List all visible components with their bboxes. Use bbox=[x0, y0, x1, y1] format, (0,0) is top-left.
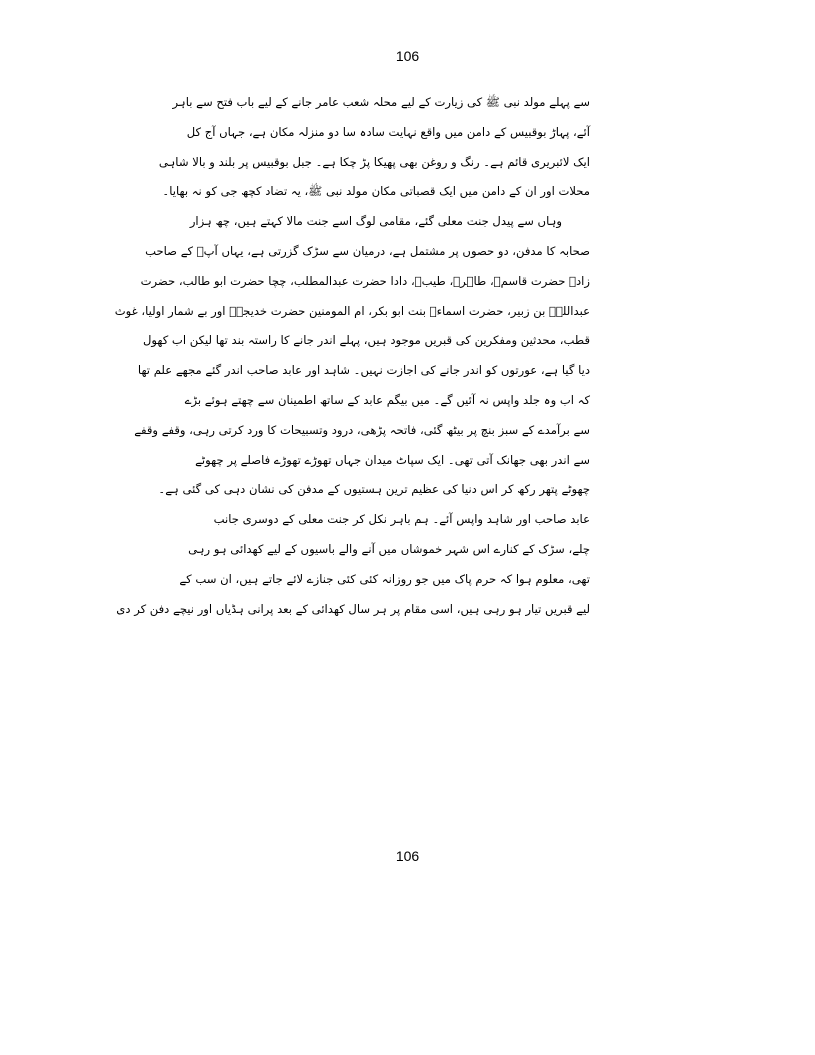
text-line: کہ اب وہ جلد واپس نہ آئیں گے۔ میں بیگم عابد کے ساتھ اطمینان سے چھتے ہوئے بڑے bbox=[184, 392, 590, 407]
text-line: لیے قبریں تیار ہو رہی ہیں، اسی مقام پر ہر سال کھدائی کے بعد پرانی ہڈیاں اور نیچے دفن کر دی bbox=[116, 601, 590, 616]
text-line: تھی، معلوم ہوا کہ حرم پاک میں جو روزانہ کئی کئی جنازے لائے جاتے ہیں، ان سب کے bbox=[179, 571, 590, 586]
body-text bbox=[114, 88, 590, 624]
text-line: سے اندر بھی جھانک آتی تھی۔ ایک سپاٹ میدان جہاں تھوڑے تھوڑے فاصلے پر چھوٹے bbox=[195, 452, 590, 467]
paragraph-3 bbox=[116, 505, 590, 624]
text-line: آئے، پہاڑ بوقبیس کے دامن میں واقع نہایت سادہ سا دو منزلہ مکان ہے، جہاں آج کل bbox=[186, 124, 590, 139]
paragraph-1 bbox=[158, 88, 590, 207]
text-line: سے برآمدے کے سبز بنچ پر بیٹھ گئی، فاتحہ پڑھی، درود وتسبیحات کا ورد کرتی رہی، وقفے وقفے bbox=[134, 422, 590, 437]
text-line: ایک لائبریری قائم ہے۔ رنگ و روغن بھی پھیکا پڑ چکا ہے۔ جبل بوقبیس پر بلند و بالا شاہی bbox=[158, 154, 590, 169]
page-number-top: 106 bbox=[395, 48, 420, 64]
page-number-bottom: 106 bbox=[395, 848, 420, 864]
text-line: زادے حضرت قاسمؓ، طاہرؓ، طیبؓ، دادا حضرت عبدالمطلب، چچا حضرت ابو طالب، حضرت bbox=[140, 273, 590, 288]
text-line: قطب، محدثین ومفکرین کی قبریں موجود ہیں، پہلے اندر جانے کا راستہ بند تھا لیکن اب کھول bbox=[142, 333, 590, 348]
text-line: وہاں سے پیدل جنت معلی گئے، مقامی لوگ اسے جنت مالا کہتے ہیں، چھ ہزار bbox=[189, 214, 562, 229]
text-line: چھوٹے پتھر رکھ کر اس دنیا کی عظیم ترین ہستیوں کے مدفن کی نشان دہی کی گئی ہے۔ bbox=[158, 482, 590, 497]
text-line: عبداللہؓ بن زبیر، حضرت اسماءؓ بنت ابو بکر، ام المومنین حضرت خدیجہؓ اور بے شمار اولیا، غوث bbox=[114, 303, 590, 318]
text-line: صحابہ کا مدفن، دو حصوں پر مشتمل ہے، درمیان سے سڑک گزرتی ہے، یہاں آپؐ کے صاحب bbox=[145, 243, 590, 258]
paragraph-2 bbox=[114, 207, 590, 505]
text-line: چلے، سڑک کے کنارے اس شہر خموشاں میں آنے والے باسیوں کے لیے کھدائی ہو رہی bbox=[188, 541, 590, 556]
text-line: دیا گیا ہے، عورتوں کو اندر جانے کی اجازت نہیں۔ شاہد اور عابد صاحب اندر گئے مجھے علم تھا bbox=[137, 363, 590, 378]
text-line: عابد صاحب اور شاہد واپس آئے۔ ہم باہر نکل کر جنت معلی کے دوسری جانب bbox=[213, 512, 590, 527]
text-line: محلات اور ان کے دامن میں ایک قصباتی مکان مولد نبی ﷺ، یہ تضاد کچھ جی کو نہ بھایا۔ bbox=[162, 184, 590, 199]
text-line: سے پہلے مولد نبی ﷺ کی زیارت کے لیے محلہ شعب عامر جانے کے لیے باب فتح سے باہر bbox=[172, 95, 590, 109]
